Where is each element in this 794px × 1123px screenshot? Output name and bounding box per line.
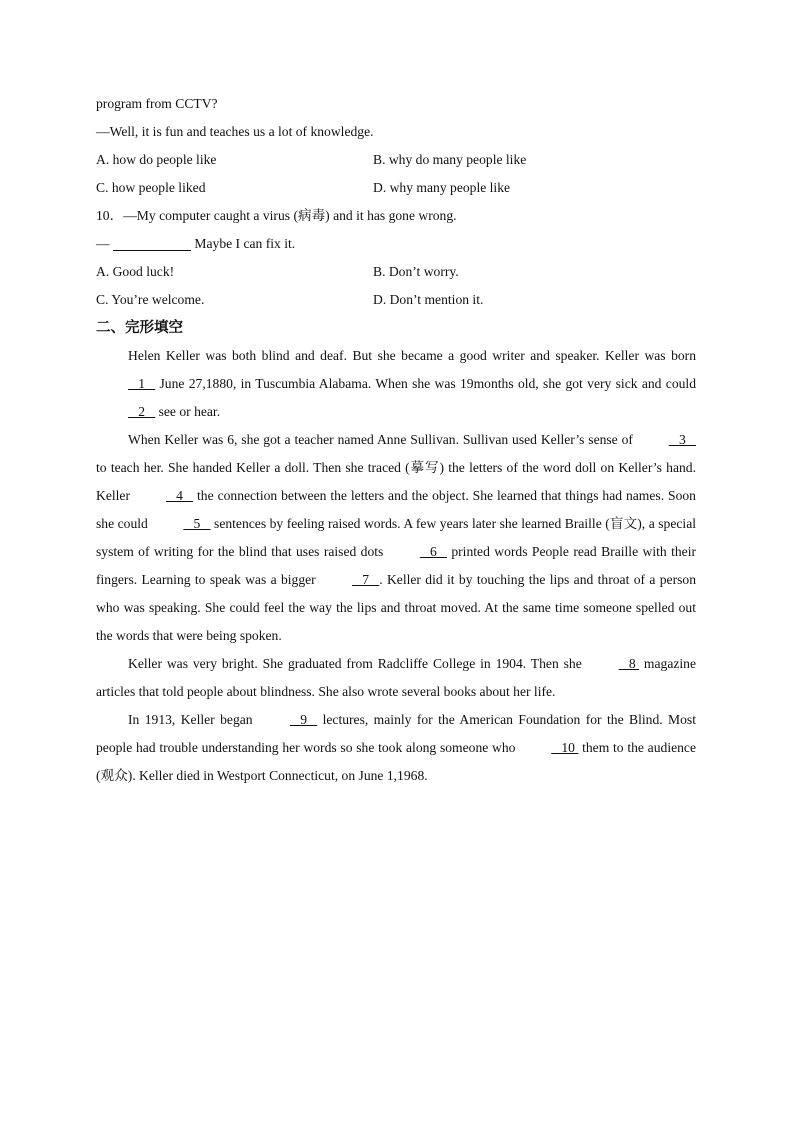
blank-7[interactable]: 7 — [352, 572, 380, 587]
cloze-passage — [96, 342, 696, 790]
q9-option-b: B. why do many people like — [373, 152, 527, 167]
blank-4[interactable]: 4 — [165, 488, 194, 503]
q9-options-row-1 — [96, 146, 696, 174]
q10-stem: —My computer caught a virus (病毒) and it has gone wrong. — [123, 208, 457, 223]
blank-1[interactable]: 1 — [128, 376, 156, 391]
para-text: . Keller did it by touching the lips and throat of a person who was speaking. She could feel the way the lips and throat moved. At the same time someone spelled out the words that were being spoken. — [96, 572, 696, 643]
q9-stem-end: program from CCTV? — [96, 96, 218, 111]
blank-6[interactable]: 6 — [419, 544, 447, 559]
para-text: lectures, mainly for the American Foundation for the Blind. Most people had trouble understanding her words so she took along someone who — [96, 712, 696, 755]
para-text: June 27,1880, in Tuscumbia Alabama. When she was 19months old, she got very sick and could — [155, 376, 696, 391]
para-text: In 1913, Keller began — [128, 712, 258, 727]
q10-answer-blank[interactable] — [113, 234, 191, 251]
para-text: When Keller was 6, she got a teacher named Anne Sullivan. Sullivan used Keller’s sense of — [128, 432, 637, 447]
q9-option-c: C. how people liked — [96, 180, 206, 195]
blank-5[interactable]: 5 — [183, 516, 211, 531]
para-text: Keller was very bright. She graduated from Radcliffe College in 1904. Then she — [128, 656, 587, 671]
q9-option-a: A. how do people like — [96, 152, 217, 167]
q10-number: 10． — [96, 208, 124, 223]
q10-reply-line — [96, 230, 696, 258]
q10-options-row-2 — [96, 286, 696, 314]
para-text: the connection between the letters and the object. She learned that things had names. Soon she could — [96, 488, 696, 531]
q10-reply-suffix: Maybe I can fix it. — [191, 236, 296, 251]
para-text: sentences by feeling raised words. A few years later she learned Braille (盲文), a special system of writing for the blind that uses raised dots — [96, 516, 696, 559]
blank-8[interactable]: 8 — [618, 656, 640, 671]
blank-2[interactable]: 2 — [128, 404, 156, 419]
q10-option-b: B. Don’t worry. — [373, 264, 459, 279]
q9-options-row-2 — [96, 174, 696, 202]
q10-option-d: D. Don’t mention it. — [373, 292, 484, 307]
q9-reply: —Well, it is fun and teaches us a lot of knowledge. — [96, 124, 374, 139]
blank-10[interactable]: 10 — [551, 740, 579, 755]
q10-reply-prefix: — — [96, 236, 113, 251]
para-text: them to the audience (观众). Keller died in Westport Connecticut, on June 1,1968. — [96, 740, 696, 783]
q10-option-a: A. Good luck! — [96, 264, 175, 279]
para-text: magazine articles that told people about blindness. She also wrote several books about her life. — [96, 656, 696, 699]
blank-3[interactable]: 3 — [668, 432, 696, 447]
para-text: Helen Keller was both blind and deaf. But she became a good writer and speaker. Keller was born — [128, 348, 696, 363]
q10-options-row-1 — [96, 258, 696, 286]
q10-option-c: C. You’re welcome. — [96, 292, 205, 307]
blank-9[interactable]: 9 — [290, 712, 318, 727]
worksheet-page — [96, 90, 696, 790]
passage-paragraph-3 — [96, 650, 696, 706]
para-text: see or hear. — [155, 404, 221, 419]
section-title: 二、完形填空 — [96, 320, 183, 336]
q10-stem-line — [96, 202, 696, 230]
para-text: printed words People read Braille with their fingers. Learning to speak was a bigger — [96, 544, 697, 587]
passage-paragraph-1 — [96, 342, 696, 426]
q9-option-d: D. why many people like — [373, 180, 511, 195]
para-text: to teach her. She handed Keller a doll. Then she traced (摹写) the letters of the word doll on Keller’s hand. Keller — [96, 460, 696, 503]
passage-paragraph-4 — [96, 706, 696, 790]
passage-paragraph-2 — [96, 426, 696, 650]
